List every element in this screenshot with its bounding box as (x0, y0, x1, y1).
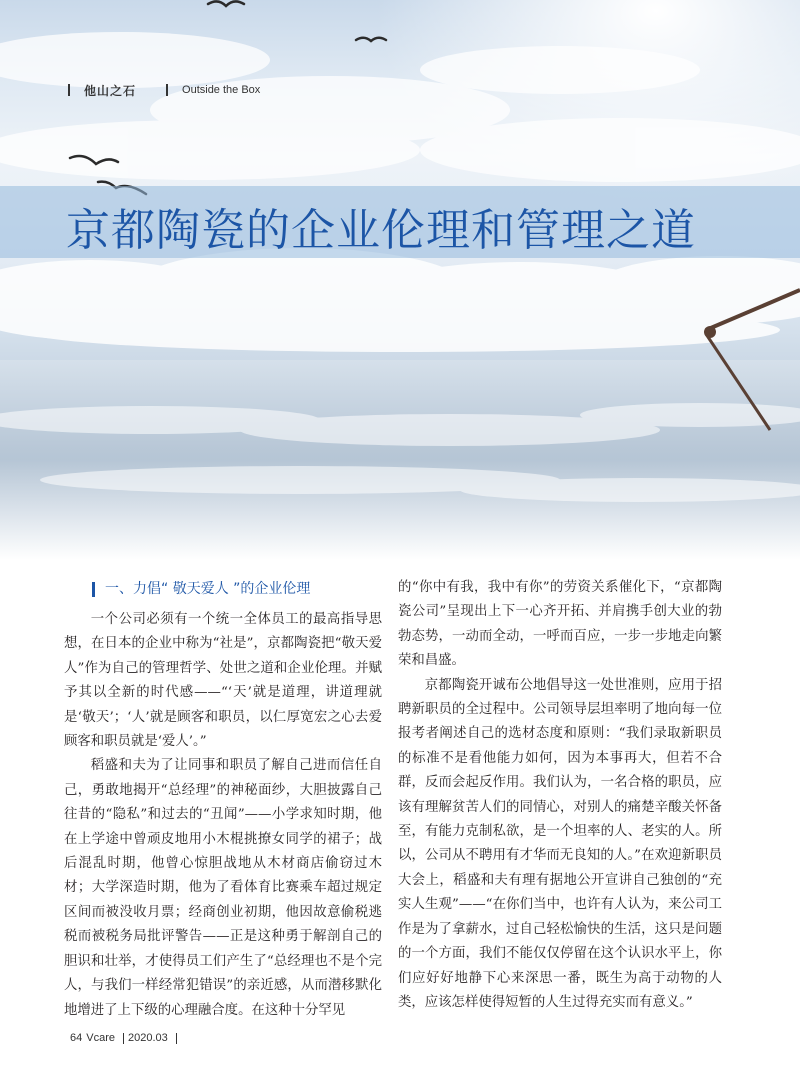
right-column (398, 576, 722, 1015)
section-heading-text: 一、力倡“ 敬天爱人 ”的企业伦理 (105, 580, 311, 597)
paragraph: 稻盛和夫为了让同事和职员了解自己进而信任自己，勇敢地揭开“总经理”的神秘面纱，大胆披露自己往昔的“隐私”和过去的“丑闻”——小学求知时期，他在上学途中曾顽皮地用小木棍挑撩女同学的裙子；战后混乱时期，他曾心惊胆战地从木材商店偷窃过木材；大学深造时期，他为了看体育比赛乘车超过规定区间而被没收月票；经商创业初期，他因故意偷税逃税而被税务局批评警告——正是这种勇于解剖自己的胆识和壮举，才使得员工们产生了“总经理也不是个完人，与我们一样经常犯错误”的亲近感，从而潜移默化地增进了上下级的心理融合度。在这种十分罕见 (64, 758, 382, 1018)
article-title: 京都陶瓷的企业伦理和管理之道 (66, 205, 696, 256)
issue-number: 2020.03 (128, 1032, 168, 1044)
footer-divider (176, 1033, 177, 1044)
left-column (64, 576, 382, 1023)
page-number: 64 (70, 1032, 83, 1044)
header-divider (68, 84, 70, 96)
column-header (68, 80, 260, 100)
column-name: 他山之石 (84, 83, 137, 98)
column-name-english: Outside the Box (182, 84, 261, 96)
paragraph: 京都陶瓷开诚布公地倡导这一处世准则，应用于招聘新职员的全过程中。公司领导层坦率明了地向每一位报考者阐述自己的选材态度和原则：“我们录取新职员的标准不是看他能力如何，因为本事再大，但若不合群，反而会起反作用。我们认为，一名合格的职员，应该有理解贫苦人们的同情心，对别人的痛楚辛酸关怀备至，有能力克制私欲，是一个坦率的人、老实的人。所以，公司从不聘用有才华而无良知的人。”在欢迎新职员大会上，稻盛和夫有理有据地公开宣讲自己独创的“充实人生观”——“在你们当中，也许有人认为，来公司工作是为了拿薪水，过自己轻松愉快的生活，这只是问题的一个方面，我们不能仅仅停留在这个认识水平上，你们应好好地静下心来深思一番，既生为高于动物的人类，应该怎样使得短暂的人生过得充实而有意义。” (398, 677, 722, 1010)
footer-divider (123, 1033, 124, 1044)
section-marker (92, 582, 95, 597)
paragraph: 一个公司必须有一个统一全体员工的最高指导思想，在日本的企业中称为“社是”，京都陶瓷把“敬天爱人”作为自己的管理哲学、处世之道和企业伦理。并赋予其以全新的时代感——“‘天’就是道理，讲道理就是‘敬天’；‘人’就是顾客和职员，以仁厚宽宏之心去爱顾客和职员就是‘爱人’。” (64, 612, 382, 750)
page-footer (70, 1032, 181, 1044)
section-heading (64, 576, 382, 602)
magazine-name: Vcare (86, 1032, 115, 1044)
header-divider (166, 84, 168, 96)
paragraph: 的“你中有我，我中有你”的劳资关系催化下，“京都陶瓷公司”呈现出上下一心齐开拓、并肩携手创大业的勃勃态势，一动而全动，一呼而百应，一步一步地走向繁荣和昌盛。 (398, 580, 722, 669)
